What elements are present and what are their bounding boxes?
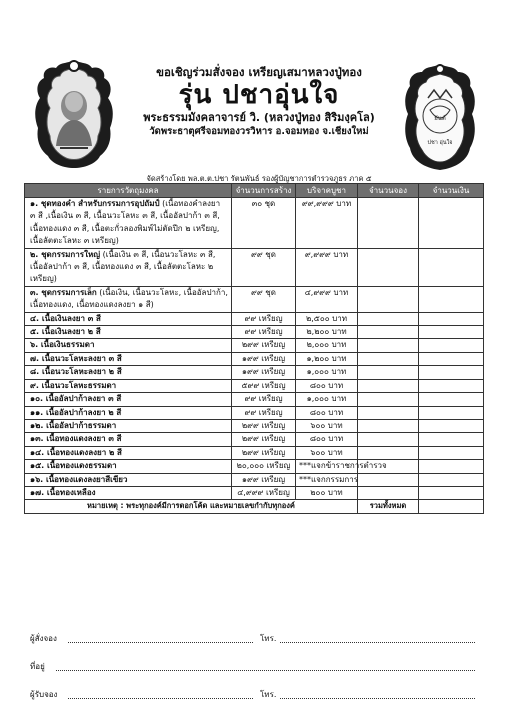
- col-header-quantity: จำนวนการสร้าง: [232, 184, 296, 198]
- address-field: [30, 660, 45, 673]
- quantity-cell: ๔,๙๙๙ เหรียญ: [232, 486, 296, 499]
- item-detail: (เนื้อเงิน ๓ สี, เนื้อนวะโลหะ ๓ สี, เนื้ออัลปาก้า ๓ สี, เนื้อทองแดง ๓ สี, เนื้อลัตตะโลหะ ๒ เหรียญ): [30, 249, 216, 284]
- table-row: [25, 460, 484, 473]
- booked-quantity-cell[interactable]: [358, 406, 419, 419]
- booked-quantity-cell[interactable]: [358, 326, 419, 339]
- item-name: ๓. ชุดกรรมการเล็ก: [30, 287, 97, 297]
- item-name: ๑๑. เนื้ออัลปาก้าลงยา ๒ สี: [30, 407, 122, 417]
- quantity-cell: ๑๙๙ เหรียญ: [232, 473, 296, 486]
- item-cell: [25, 339, 232, 352]
- amount-cell[interactable]: [419, 379, 484, 392]
- item-cell: [25, 198, 232, 249]
- col-header-amount: จำนวนเงิน: [419, 184, 484, 198]
- svg-text:ยันต์: ยันต์: [434, 115, 446, 122]
- edition-name: รุ่น ปชาอุ่นใจ: [178, 80, 340, 110]
- item-cell: [25, 379, 232, 392]
- orderer-input[interactable]: [68, 642, 253, 643]
- amount-cell[interactable]: [419, 248, 484, 286]
- booked-quantity-cell[interactable]: [358, 248, 419, 286]
- orderer-label: ผู้สั่งจอง: [30, 634, 57, 643]
- price-cell: ***แจกข้าราชการตำรวจ: [296, 460, 358, 473]
- amount-cell[interactable]: [419, 339, 484, 352]
- booked-quantity-cell[interactable]: [358, 379, 419, 392]
- item-name: ๑๕. เนื้อทองแดงธรรมดา: [30, 461, 117, 471]
- price-cell: ๘๐๐ บาท: [296, 433, 358, 446]
- booked-quantity-cell[interactable]: [358, 352, 419, 365]
- receiver-label: ผู้รับจอง: [30, 690, 58, 699]
- total-label: รวมทั้งหมด: [358, 500, 419, 513]
- price-cell: ***แจกกรรมการ: [296, 473, 358, 486]
- item-cell: [25, 366, 232, 379]
- header-text: [118, 64, 400, 139]
- quantity-cell: ๙๙ เหรียญ: [232, 312, 296, 325]
- receiver-input[interactable]: [68, 698, 253, 699]
- item-name: ๒. ชุดกรรมการใหญ่: [30, 249, 101, 259]
- monk-name: พระธรรมมังคลาจารย์ วิ. (หลวงปู่ทอง สิริมงฺคโล): [143, 111, 375, 124]
- table-row: [25, 473, 484, 486]
- note-row: [25, 500, 484, 513]
- item-cell: [25, 248, 232, 286]
- price-cell: ๔,๙๙๙ บาท: [296, 286, 358, 312]
- quantity-cell: ๒๙๙ เหรียญ: [232, 433, 296, 446]
- table-row: [25, 419, 484, 432]
- booked-quantity-cell[interactable]: [358, 366, 419, 379]
- booked-quantity-cell[interactable]: [358, 339, 419, 352]
- booked-quantity-cell[interactable]: [358, 419, 419, 432]
- table-header-row: [25, 184, 484, 198]
- receiver-field: [30, 688, 57, 701]
- item-name: ๕. เนื้อเงินลงยา ๒ สี: [30, 327, 101, 337]
- item-cell: [25, 419, 232, 432]
- price-cell: ๑,๒๐๐ บาท: [296, 352, 358, 365]
- item-name: ๑๔. เนื้อทองแดงลงยา ๒ สี: [30, 447, 122, 457]
- price-cell: ๙,๙๙๙ บาท: [296, 248, 358, 286]
- item-name: ๑. ชุดทองคำ สำหรับกรรมการอุปถัมป์: [30, 199, 160, 208]
- quantity-cell: ๑๙๙ เหรียญ: [232, 352, 296, 365]
- item-cell: [25, 406, 232, 419]
- item-cell: [25, 486, 232, 499]
- booked-quantity-cell[interactable]: [358, 198, 419, 249]
- amount-cell[interactable]: [419, 326, 484, 339]
- quantity-cell: ๒๐,๐๐๐ เหรียญ: [232, 460, 296, 473]
- quantity-cell: ๙๙ ชุด: [232, 248, 296, 286]
- quantity-cell: ๙๙ ชุด: [232, 286, 296, 312]
- temple-name: วัดพระธาตุศรีจอมทองวรวิหาร อ.จอมทอง จ.เชียงใหม่: [149, 126, 369, 137]
- price-cell: ๖๐๐ บาท: [296, 419, 358, 432]
- price-cell: ๒๐๐ บาท: [296, 486, 358, 499]
- amount-cell[interactable]: [419, 433, 484, 446]
- table-row: [25, 339, 484, 352]
- price-cell: ๒,๒๐๐ บาท: [296, 326, 358, 339]
- booked-quantity-cell[interactable]: [358, 312, 419, 325]
- item-detail: (เนื้อเงิน, เนื้อนวะโลหะ, เนื้ออัลปาก้า, เนื้อทองแดง, เนื้อทองแดงลงยา ๑ สี): [30, 287, 228, 310]
- receiver-tel-input[interactable]: [280, 698, 475, 699]
- table-row: [25, 393, 484, 406]
- amount-cell[interactable]: [419, 486, 484, 499]
- item-name: ๖. เนื้อเงินธรรมดา: [30, 340, 95, 350]
- table-row: [25, 433, 484, 446]
- booked-quantity-cell[interactable]: [358, 286, 419, 312]
- item-cell: [25, 446, 232, 459]
- price-cell: ๖๐๐ บาท: [296, 446, 358, 459]
- item-cell: [25, 433, 232, 446]
- quantity-cell: ๓๐ ชุด: [232, 198, 296, 249]
- booked-quantity-cell[interactable]: [358, 486, 419, 499]
- quantity-cell: ๕๙๙ เหรียญ: [232, 379, 296, 392]
- medal-right-label: ปชา อุ่นใจ: [427, 140, 453, 146]
- amount-cell[interactable]: [419, 352, 484, 365]
- amount-cell[interactable]: [419, 460, 484, 473]
- item-name: ๗. เนื้อนวะโลหะลงยา ๓ สี: [30, 353, 122, 363]
- header: [0, 0, 509, 183]
- total-amount-cell[interactable]: [419, 500, 484, 513]
- booked-quantity-cell[interactable]: [358, 446, 419, 459]
- address-input[interactable]: [56, 670, 475, 671]
- address-label: ที่อยู่: [30, 662, 45, 671]
- order-table: [24, 183, 484, 514]
- col-header-price: บริจาคบูชา: [296, 184, 358, 198]
- item-cell: [25, 393, 232, 406]
- quantity-cell: ๙๙ เหรียญ: [232, 393, 296, 406]
- table-row: [25, 446, 484, 459]
- amount-cell[interactable]: [419, 312, 484, 325]
- item-cell: [25, 460, 232, 473]
- quantity-cell: ๑๙๙ เหรียญ: [232, 366, 296, 379]
- item-name: ๘. เนื้อนวะโลหะลงยา ๒ สี: [30, 367, 122, 377]
- table-row: [25, 326, 484, 339]
- amount-cell[interactable]: [419, 419, 484, 432]
- table-body: [25, 198, 484, 500]
- item-cell: [25, 312, 232, 325]
- item-name: ๑๖. เนื้อทองแดงลงยาสีเขียว: [30, 474, 128, 484]
- amount-cell[interactable]: [419, 198, 484, 249]
- quantity-cell: ๒๙๙ เหรียญ: [232, 446, 296, 459]
- item-name: ๑๓. เนื้อทองแดงลงยา ๓ สี: [30, 434, 122, 444]
- item-cell: [25, 352, 232, 365]
- invitation-title: ขอเชิญร่วมสั่งจอง เหรียญเสมาหลวงปู่ทอง: [156, 65, 362, 79]
- organizer-line: จัดสร้างโดย พล.ต.ต.ปชา รัตนพันธ์ รองผู้บัญชาการตำรวจภูธร ภาค ๕: [146, 174, 372, 183]
- receiver-tel-label: โทร.: [260, 690, 277, 699]
- item-detail: (เนื้อทองคำลงยา ๓ สี ,เนื้อเงิน ๓ สี, เนื้อนวะโลหะ ๓ สี, เนื้ออัลปาก้า ๓ สี, เนื้อทองแดง ๓ สี, เนื้อตะกั่วลองพิมพ์ไม่ตัดปีก ๒ เหรียญ, เนื้อลัตตะโลหะ ๓ เหรียญ): [30, 199, 221, 246]
- yantra-medal-icon: [400, 62, 480, 172]
- note-text: หมายเหตุ : พระทุกองค์มีการตอกโค้ด และหมายเลขกำกับทุกองค์: [25, 500, 358, 513]
- orderer-tel-input[interactable]: [280, 642, 475, 643]
- item-cell: [25, 473, 232, 486]
- item-name: ๙. เนื้อนวะโลหะธรรมดา: [30, 380, 117, 390]
- table-row: [25, 406, 484, 419]
- item-cell: [25, 326, 232, 339]
- amount-cell[interactable]: [419, 473, 484, 486]
- booked-quantity-cell[interactable]: [358, 393, 419, 406]
- amount-cell[interactable]: [419, 406, 484, 419]
- table-row: [25, 248, 484, 286]
- table-row: [25, 198, 484, 249]
- item-name: ๑๒. เนื้ออัลปาก้าธรรมดา: [30, 420, 117, 430]
- amount-cell[interactable]: [419, 286, 484, 312]
- item-name: ๑๗. เนื้อทองเหลือง: [30, 487, 96, 497]
- quantity-cell: ๒๙๙ เหรียญ: [232, 339, 296, 352]
- price-cell: ๘๐๐ บาท: [296, 406, 358, 419]
- quantity-cell: ๙๙ เหรียญ: [232, 326, 296, 339]
- price-cell: ๒,๕๐๐ บาท: [296, 312, 358, 325]
- table-row: [25, 352, 484, 365]
- monk-portrait-medal-icon: [30, 58, 118, 170]
- orderer-field: [30, 632, 57, 645]
- item-name: ๑๐. เนื้ออัลปาก้าลงยา ๓ สี: [30, 394, 122, 404]
- price-cell: ๑,๐๐๐ บาท: [296, 393, 358, 406]
- price-cell: ๒,๐๐๐ บาท: [296, 339, 358, 352]
- quantity-cell: ๒๙๙ เหรียญ: [232, 419, 296, 432]
- table-row: [25, 486, 484, 499]
- item-cell: [25, 286, 232, 312]
- amount-cell[interactable]: [419, 446, 484, 459]
- orderer-tel-label: โทร.: [260, 634, 277, 643]
- table-row: [25, 286, 484, 312]
- booked-quantity-cell[interactable]: [358, 473, 419, 486]
- col-header-item: รายการวัตถุมงคล: [25, 184, 232, 198]
- amount-cell[interactable]: [419, 366, 484, 379]
- table-row: [25, 366, 484, 379]
- col-header-booked: จำนวนจอง: [358, 184, 419, 198]
- price-cell: ๘๐๐ บาท: [296, 379, 358, 392]
- table-row: [25, 379, 484, 392]
- price-cell: ๙๙,๙๙๙ บาท: [296, 198, 358, 249]
- table-row: [25, 312, 484, 325]
- quantity-cell: ๙๙ เหรียญ: [232, 406, 296, 419]
- amount-cell[interactable]: [419, 393, 484, 406]
- price-cell: ๑,๐๐๐ บาท: [296, 366, 358, 379]
- booked-quantity-cell[interactable]: [358, 433, 419, 446]
- item-name: ๔. เนื้อเงินลงยา ๓ สี: [30, 313, 101, 323]
